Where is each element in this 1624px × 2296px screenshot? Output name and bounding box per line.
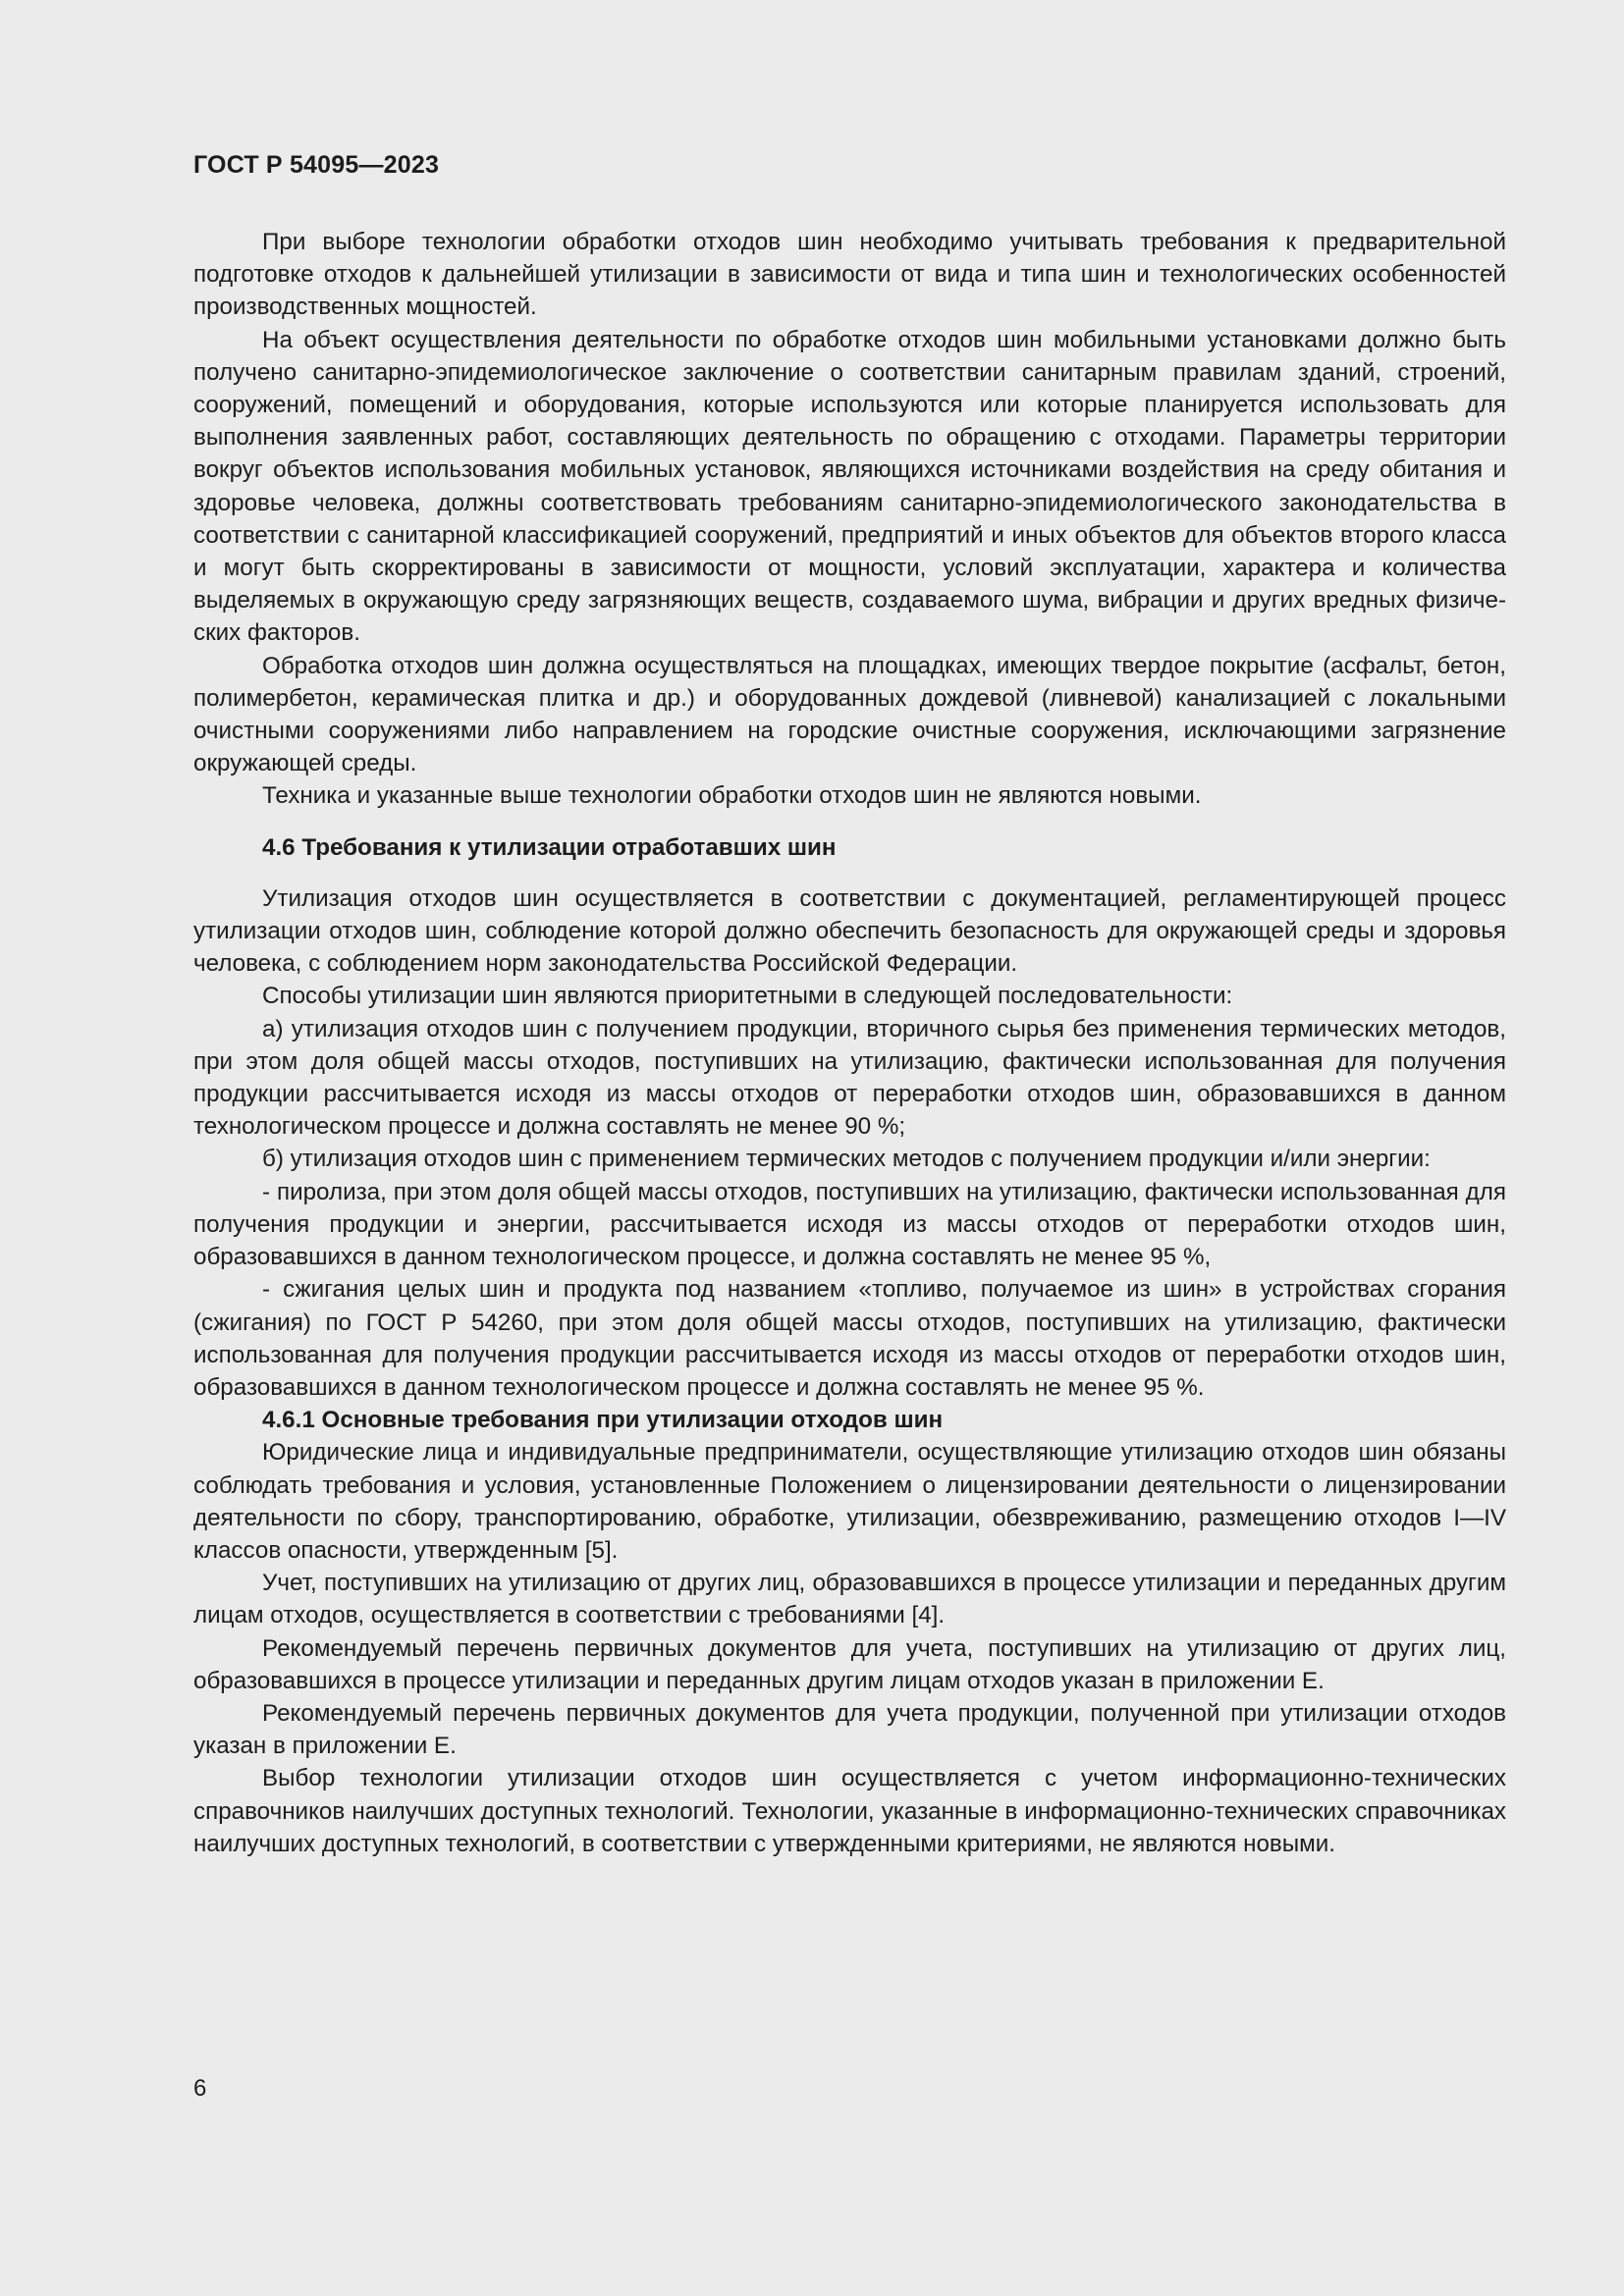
list-item-a: а) утилизация отходов шин с получением продукции, вторичного сырья без применения термических методов, при этом доля общей массы отходов, поступивших на утилизацию, фактически использованная для получения продукции рассчитывается исходя из массы отходов от переработки отходов шин, образовавшихся в данном технологическом процессе и должна составлять не менее 90 %; xyxy=(193,1015,1506,1141)
paragraph-bat-reference: Выбор технологии утилизации отходов шин осуществляется с учетом информационно-технических справочников наилучших доступных технологий. Технологии, указанные в информационно-технических справочниках наилучших доступных технологий, в соответствии с утвержденными критериями, не являются новыми. xyxy=(193,1765,1506,1857)
paragraph-not-new-tech: Техника и указанные выше технологии обработки отходов шин не являются новыми. xyxy=(262,782,1202,810)
document-code-header: ГОСТ Р 54095—2023 xyxy=(193,151,440,179)
paragraph-mobile-units: На объект осуществления деятельности по обработке отходов шин мобильными установками должно быть получено санитарно-эпидемиологическое заключение о соответствии санитарным правилам зданий, строений, сооружений, помещений и оборудования, которые используются или которые планируется использовать для выполнения заявленных работ, составляющих деятельность по обращению с отходами. Параметры территории вокруг объектов использования мобильных установок, являющихся источниками воздействия на среду обитания и здоровье человека, должны соответствовать требованиям санитарно-эпидемиологического законодательства в соответствии с санитарной классификацией сооружений, предприятий и иных объектов для объектов второго класса и могут быть скорректированы в зависимости от мощности, условий эксплуатации, характера и количества выделяемых в окружающую среду загрязняющих веществ, создаваемого шума, вибрации и других вредных физических факторов. xyxy=(193,326,1506,647)
paragraph-utilization-priority: Способы утилизации шин являются приоритетными в следующей последовательности: xyxy=(262,983,1233,1010)
paragraph-primary-docs-products: Рекомендуемый перечень первичных документов для учета продукции, полученной при утилизации отходов указан в приложении Е. xyxy=(193,1699,1506,1760)
list-item-b: б) утилизация отходов шин с применением термических методов с получением продукции и/или энергии: xyxy=(262,1146,1431,1173)
section-heading-4-6: 4.6 Требования к утилизации отработавших шин xyxy=(262,833,837,861)
paragraph-waste-accounting: Учет, поступивших на утилизацию от других лиц, образовавшихся в процессе утилизации и переданных другим лицам отходов, осуществляется в соответствии с требованиями [4]. xyxy=(193,1570,1506,1629)
paragraph-legal-entities: Юридические лица и индивидуальные предприниматели, осуществляющие утилизацию отходов шин обязаны соблюдать требования и условия, установленные Положением о лицензировании деятельности о лицензировании деятельности по сбору, транспортированию, обработке, утилизации, обезвреживанию, размещению отходов I—IV классов опасности, утвержденным [5]. xyxy=(193,1439,1506,1564)
document-body xyxy=(193,226,1506,1860)
paragraph-tech-selection: При выборе технологии обработки отходов шин необходимо учитывать требования к предварительной подготовке отходов к дальнейшей утилизации в зависимости от вида и типа шин и технологических особенностей производственных мощностей. xyxy=(193,229,1506,321)
list-item-incineration: - сжигания целых шин и продукта под названием «топливо, получаемое из шин» в устройствах сгорания (сжигания) по ГОСТ Р 54260, при этом доля общей массы отходов, поступивших на утилизацию, фактически использованная для получения продукции рассчитывается исходя из массы отходов от переработки отходов шин, образовавшихся в данном технологическом процессе и должна составлять не менее 95 %. xyxy=(193,1276,1506,1401)
list-item-pyrolysis: - пиролиза, при этом доля общей массы отходов, поступивших на утилизацию, фактически использованная для получения продукции и энергии, рассчитывается исходя из массы отходов от переработки отходов шин, образовавшихся в данном технологическом процессе, и должна составлять не менее 95 %, xyxy=(193,1178,1506,1271)
section-heading-4-6-1: 4.6.1 Основные требования при утилизации отходов шин xyxy=(262,1407,944,1434)
paragraph-utilization-docs: Утилизация отходов шин осуществляется в соответствии с документацией, регламентирующей процесс утилизации отходов шин, соблюдение которой должно обеспечить безопасность для окружающей среды и здоровья человека, с соблюдением норм законодательства Российской Федерации. xyxy=(193,884,1506,978)
page-number: 6 xyxy=(193,2075,207,2102)
paragraph-primary-docs-waste: Рекомендуемый перечень первичных документов для учета, поступивших на утилизацию от других лиц, образовавшихся в процессе утилизации и переданных другим лицам отходов указан в приложении Е. xyxy=(193,1634,1506,1694)
paragraph-processing-sites: Обработка отходов шин должна осуществляться на площадках, имеющих твердое покрытие (асфальт, бетон, полимербетон, керамическая плитка и др.) и оборудованных дождевой (ливневой) канализацией с локальными очистными сооружениями либо направлением на городские очистные сооружения, исключающими загрязнение окружающей среды. xyxy=(193,652,1506,777)
